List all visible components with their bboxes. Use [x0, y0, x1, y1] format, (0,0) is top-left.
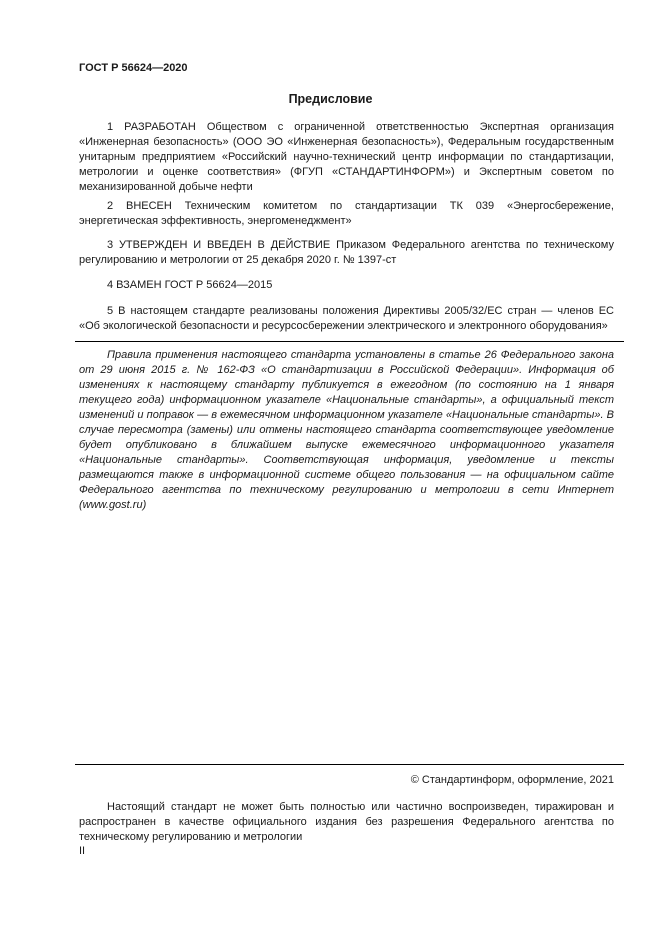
divider-line: [75, 341, 624, 342]
foreword-item-5-text: 5 В настоящем стандарте реализованы положения Директивы 2005/32/ЕС стран — членов ЕС «Об экологической безопасности и ресурсосбережении электрического и электронного оборудования»: [79, 305, 614, 332]
foreword-item-1: [79, 120, 614, 195]
reproduction-note-text: Настоящий стандарт не может быть полностью или частично воспроизведен, тиражирован и распространен в качестве официального издания без разрешения Федерального агентства по техническому регулированию и метрологии: [79, 801, 614, 843]
foreword-item-3-text: 3 УТВЕРЖДЕН И ВВЕДЕН В ДЕЙСТВИЕ Приказом Федерального агентства по техническому регулированию и метрологии от 25 декабря 2020 г. № 1397-ст: [79, 239, 614, 266]
application-rules-note: [79, 348, 614, 513]
divider-line: [75, 764, 624, 765]
application-rules-text: Правила применения настоящего стандарта установлены в статье 26 Федерального закона от 29 июня 2015 г. № 162-ФЗ «О стандартизации в Российской Федерации». Информация об изменениях к настоящему стандарту публикуется в ежегодном (по состоянию на 1 января текущего года) информационном указателе «Национальные стандарты», а официальный текст изменений и поправок — в ежемесячном информационном указателе «Национальные стандарты». В случае пересмотра (замены) или отмены настоящего стандарта соответствующее уведомление будет опубликовано в ближайшем выпуске ежемесячного информационного указателя «Национальные стандарты». Соответствующая информация, уведомление и тексты размещаются также в информационной системе общего пользования — на официальном сайте Федерального агентства по техническому регулированию и метрологии в сети Интернет (www.gost.ru): [79, 349, 614, 511]
foreword-item-2-text: 2 ВНЕСЕН Техническим комитетом по стандартизации ТК 039 «Энергосбережение, энергетическая эффективность, энергоменеджмент»: [79, 200, 614, 227]
foreword-item-3: [79, 238, 614, 268]
reproduction-note: [79, 800, 614, 845]
foreword-item-4-text: 4 ВЗАМЕН ГОСТ Р 56624—2015: [107, 279, 273, 291]
document-code: ГОСТ Р 56624—2020: [79, 62, 188, 74]
foreword-item-2: [79, 199, 614, 229]
foreword-item-1-text: 1 РАЗРАБОТАН Обществом с ограниченной ответственностью Экспертная организация «Инженерная безопасность» (ООО ЭО «Инженерная безопасность»), Федеральным государственным унитарным предприятием «Российский научно-технический центр информации по стандартизации, метрологии и оценке соответствия» (ФГУП «СТАНДАРТИНФОРМ») и Экспертным советом по механизированной добыче нефти: [79, 121, 614, 193]
page-number: II: [79, 845, 86, 857]
foreword-item-4: [79, 278, 614, 293]
copyright-line: © Стандартинформ, оформление, 2021: [410, 774, 614, 786]
foreword-item-5: [79, 304, 614, 334]
page-title: Предисловие: [288, 92, 373, 106]
